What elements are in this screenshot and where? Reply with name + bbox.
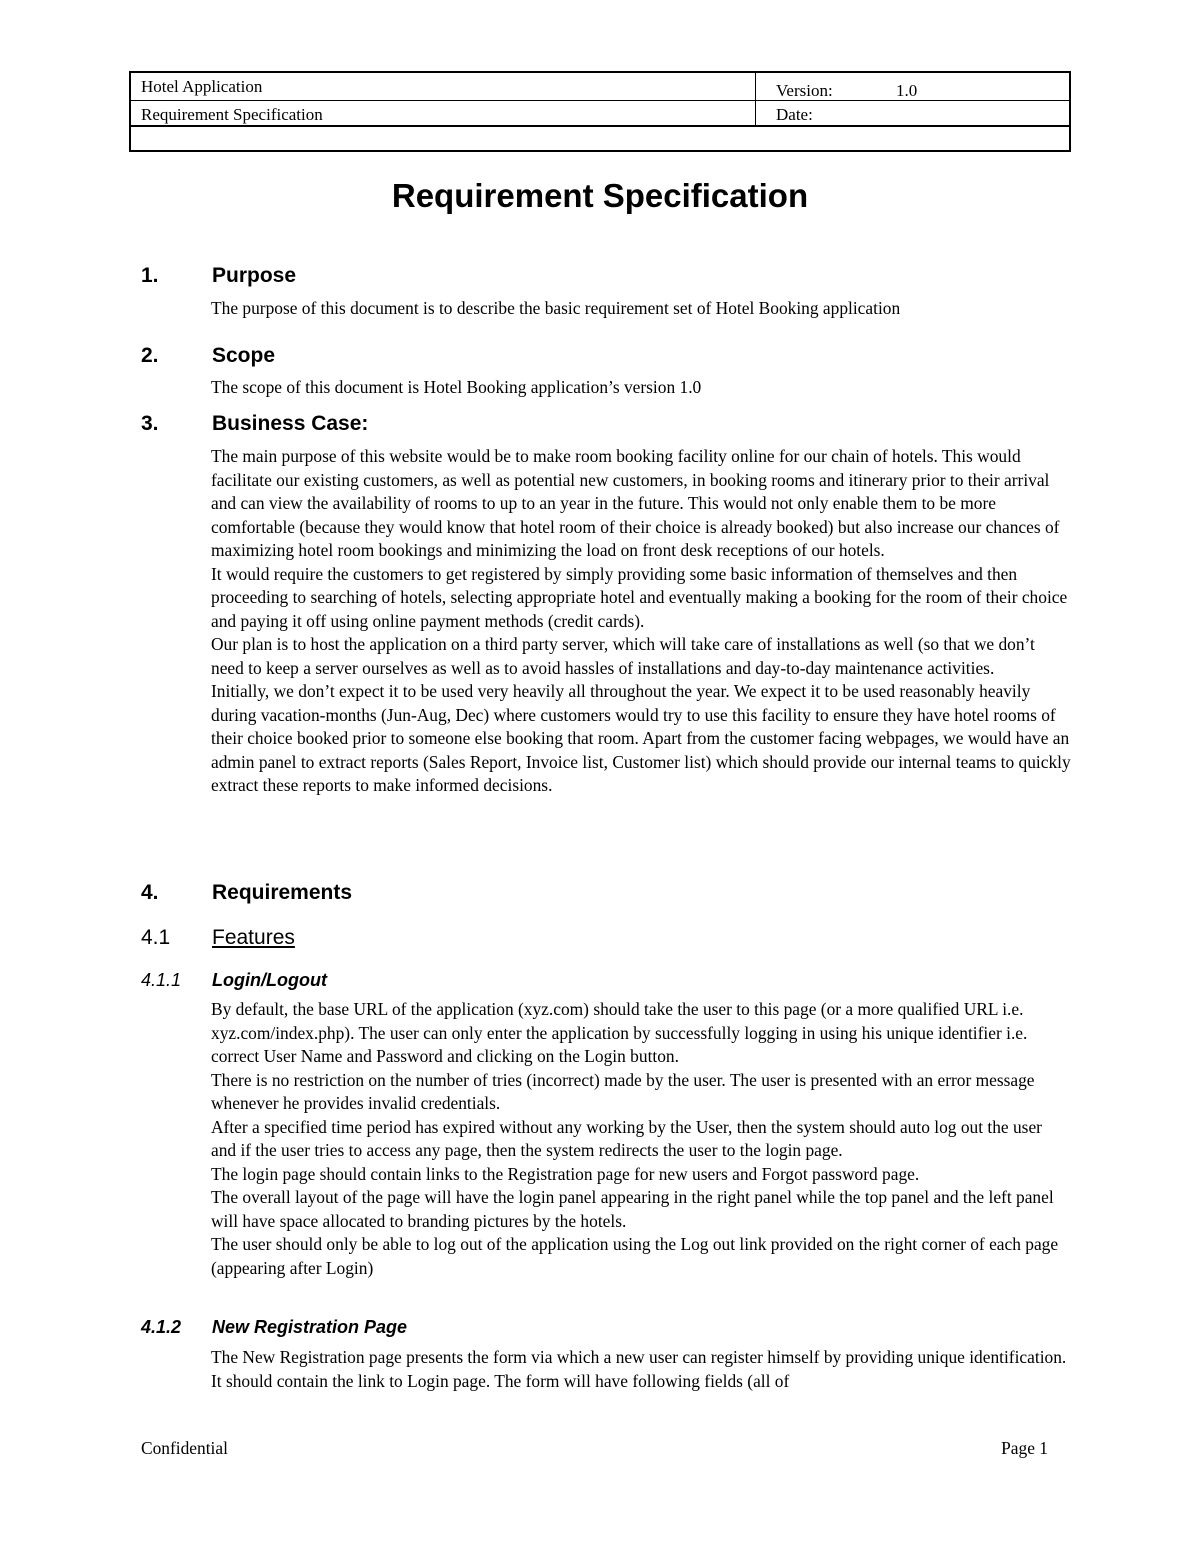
paragraph: The login page should contain links to the Registration page for new users and Forgot password page.	[211, 1163, 920, 1184]
section-number: 4.1.1	[141, 970, 182, 990]
header-app-name: Hotel Application	[141, 77, 263, 96]
paragraph: The New Registration page presents the form via which a new user can register himself by providing unique identification. It should contain the link to Login page. The form will have following fields (all of	[211, 1347, 1067, 1391]
header-version-label: Version:	[776, 81, 833, 100]
section-title: Login/Logout	[212, 970, 327, 990]
header-doc-type: Requirement Specification	[141, 105, 323, 124]
document-header-table	[129, 71, 1071, 152]
section-title: Scope	[212, 344, 276, 367]
section-number: 3.	[141, 412, 159, 435]
section-title: Requirements	[212, 881, 353, 904]
section-title: Purpose	[212, 264, 297, 287]
footer-confidential: Confidential	[141, 1438, 228, 1458]
paragraph: The user should only be able to log out of the application using the Log out link provided on the right corner of each page (appearing after Login)	[211, 1234, 1059, 1278]
section-purpose-body	[211, 297, 1071, 321]
paragraph: The purpose of this document is to describe the basic requirement set of Hotel Booking application	[211, 298, 901, 318]
paragraph: The scope of this document is Hotel Booking application’s version 1.0	[211, 377, 702, 397]
paragraph: It would require the customers to get registered by simply providing some basic information of themselves and then proceeding to searching of hotels, selecting appropriate hotel and eventually making a booking for the room of their choice and paying it off using online payment methods (credit cards).	[211, 563, 1068, 631]
section-title: Business Case:	[212, 412, 369, 435]
section-number: 4.1	[141, 926, 171, 949]
paragraph: There is no restriction on the number of tries (incorrect) made by the user. The user is presented with an error message whenever he provides invalid credentials.	[211, 1069, 1035, 1113]
paragraph: After a specified time period has expired without any working by the User, then the system should auto log out the user and if the user tries to access any page, then the system redirects the user to the login page.	[211, 1116, 1042, 1160]
paragraph: Our plan is to host the application on a third party server, which will take care of installations as well (so that we don’t need to keep a server ourselves as well as to avoid hassles of installations and day-to-day maintenance activities.	[211, 634, 1035, 678]
section-number: 2.	[141, 344, 159, 367]
section-scope-body	[211, 376, 1071, 400]
section-registration-body	[211, 1346, 1071, 1393]
header-row-1	[131, 73, 1069, 101]
page-title: Requirement Specification	[391, 177, 809, 214]
section-title: Features	[212, 926, 295, 949]
section-number: 4.	[141, 881, 159, 904]
paragraph: By default, the base URL of the application (xyz.com) should take the user to this page (or a more qualified URL i.e. xyz.com/index.php). The user can only enter the application by successfully logging in using his unique identifier i.e. correct User Name and Password and clicking on the Login button.	[211, 999, 1028, 1066]
paragraph: The overall layout of the page will have the login panel appearing in the right panel while the top panel and the left panel will have space allocated to branding pictures by the hotels.	[211, 1187, 1054, 1231]
header-version-value: 1.0	[896, 81, 918, 100]
header-date-label: Date:	[776, 105, 813, 124]
footer-page-number: Page 1	[1001, 1438, 1048, 1458]
paragraph: Initially, we don’t expect it to be used very heavily all throughout the year. We expect it to be used reasonably heavily during vacation-months (Jun-Aug, Dec) where customers would try to use this facility to ensure they have hotel rooms of their choice booked prior to someone else booking that room. Apart from the customer facing webpages, we would have an admin panel to extract reports (Sales Report, Invoice list, Customer list) which should provide our internal teams to quickly extract these reports to make informed decisions.	[211, 681, 1071, 795]
section-business-case-body	[211, 445, 1071, 798]
section-title: New Registration Page	[212, 1317, 408, 1337]
header-column-divider	[755, 73, 756, 127]
section-number: 1.	[141, 264, 159, 287]
section-number: 4.1.2	[141, 1317, 182, 1337]
paragraph: The main purpose of this website would be to make room booking facility online for our chain of hotels. This would facilitate our existing customers, as well as potential new customers, in booking rooms and itinerary prior to their arrival and can view the availability of rooms to up to an year in the future. This would not only enable them to be more comfortable (because they would know that hotel room of their choice is already booked) but also increase our chances of maximizing hotel room bookings and minimizing the load on front desk receptions of our hotels.	[211, 446, 1060, 560]
section-login-body	[211, 998, 1071, 1280]
